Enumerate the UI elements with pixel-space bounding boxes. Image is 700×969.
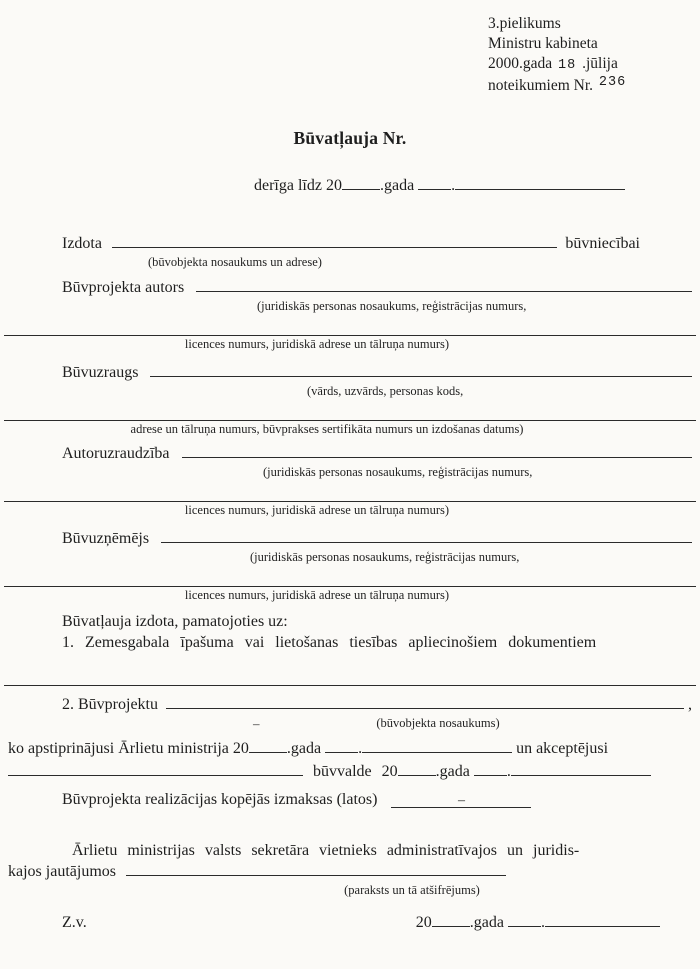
regulation-number-line: [488, 76, 692, 98]
uzraugs-blank: [150, 364, 692, 377]
month-blank: [511, 763, 651, 776]
costs-label: Būvprojekta realizācijas kopējās izmaksas (latos): [62, 791, 378, 808]
typed-regulation-number: 236: [598, 75, 627, 90]
field-caption: (vārds, uzvārds, personas kods,: [307, 384, 464, 398]
gada-text: .gada: [469, 914, 504, 931]
autoruzraudziba-blank: [182, 445, 692, 458]
field-caption: (juridiskās personas nosaukums, reģistrācijas numurs,: [250, 550, 520, 564]
year-prefix-text: 20: [325, 177, 342, 194]
uzraugs-row: [62, 363, 692, 383]
continuation-line: [4, 402, 696, 421]
year-blank: [342, 177, 380, 190]
signatory-title-line-1: Ārlietu ministrijas valsts sekretāra vietnieks administratīvajos un juridis-: [72, 842, 580, 859]
dot-text: .: [541, 914, 545, 931]
dot-text: .: [506, 763, 511, 780]
seal-and-date-row: [62, 913, 660, 933]
buvniecibai-label: būvniecībai: [565, 235, 640, 252]
gada-text: .gada: [379, 177, 415, 194]
day-blank: [325, 740, 358, 753]
autors-row: [62, 278, 692, 298]
buvvalde-name-blank: [8, 763, 303, 776]
field-caption: (būvobjekta nosaukums un adrese): [148, 255, 322, 269]
basis-intro: Būvatļauja izdota, pamatojoties uz:: [62, 613, 288, 630]
continuation-line: [4, 667, 696, 686]
approval-date: [233, 740, 512, 757]
cabinet-line: Ministru kabineta: [488, 35, 598, 52]
regulation-number-label: noteikumiem Nr.: [488, 77, 594, 94]
continuation-line: [4, 317, 696, 336]
issue-date: [416, 913, 660, 933]
autoruzraudziba-label: Autoruzraudzība: [62, 445, 170, 462]
regulation-year-text: 2000.gada: [488, 55, 553, 72]
basis-item-2-row: [62, 695, 692, 715]
month-blank: [362, 740, 512, 753]
signature-blank: [126, 863, 506, 876]
dot-text: .: [358, 740, 363, 757]
year-prefix-text: 20: [415, 914, 432, 931]
valid-until-label: derīga līdz: [254, 177, 322, 194]
uznemejs-label: Būvuzņēmējs: [62, 530, 150, 547]
uzraugs-label: Būvuzraugs: [62, 364, 139, 381]
day-blank: [474, 763, 507, 776]
autors-blank: [196, 279, 692, 292]
buvvalde-row: [8, 762, 692, 782]
field-caption: (paraksts un tā atšifrējums): [344, 883, 480, 897]
year-blank: [249, 740, 287, 753]
stray-mark: –: [253, 716, 260, 731]
year-prefix-text: 20: [232, 740, 249, 757]
field-caption: adrese un tālruņa numurs, būvprakses sertifikāta numurs un izdošanas datums): [130, 422, 524, 436]
approved-suffix-text: un akceptējusi: [516, 740, 609, 757]
izdota-row: [62, 234, 640, 254]
annex-reference-block: [488, 14, 692, 98]
buvvalde-label: būvvalde: [313, 763, 372, 780]
field-caption: (juridiskās personas nosaukums, reģistrācijas numurs,: [257, 299, 527, 313]
costs-blank: [391, 795, 531, 808]
field-caption: (juridiskās personas nosaukums, reģistrācijas numurs,: [263, 465, 533, 479]
gada-text: .gada: [286, 740, 322, 757]
year-blank: [432, 914, 470, 927]
typed-day-number: 18: [558, 58, 577, 73]
signatory-title-line-2: [8, 862, 692, 882]
signatory-title-text: kajos jautājumos: [8, 863, 116, 880]
regulation-date-line: [488, 54, 692, 76]
field-caption: (būvobjekta nosaukums): [376, 716, 500, 730]
continuation-line: [4, 483, 696, 502]
basis-item-1: 1. Zemesgabala īpašuma vai lietošanas tiesības apliecinošiem dokumentiem: [62, 634, 597, 651]
costs-row: [62, 790, 692, 810]
regulation-month-text: .jūlija: [582, 55, 618, 72]
valid-until-date: [326, 177, 625, 194]
stray-mark: –: [457, 793, 465, 808]
approved-by-row: [8, 739, 692, 759]
uznemejs-blank: [161, 530, 692, 543]
buvprojektu-blank: [166, 696, 684, 709]
year-blank: [398, 763, 436, 776]
gada-text: .gada: [435, 763, 470, 780]
document-title: Būvatļauja Nr.: [293, 128, 407, 148]
uznemejs-row: [62, 529, 692, 549]
year-prefix-text: 20: [381, 763, 398, 780]
field-caption: licences numurs, juridiskā adrese un tālruņa numurs): [184, 588, 450, 602]
annex-number-line: 3.pielikums: [488, 15, 561, 32]
day-blank: [418, 177, 451, 190]
field-caption: licences numurs, juridiskā adrese un tālruņa numurs): [184, 337, 450, 351]
field-caption: licences numurs, juridiskā adrese un tālruņa numurs): [184, 503, 450, 517]
dot-text: .: [451, 177, 456, 194]
autors-label: Būvprojekta autors: [62, 279, 185, 296]
continuation-line: [4, 568, 696, 587]
autoruzraudziba-row: [62, 444, 692, 464]
day-blank: [508, 914, 541, 927]
buvprojektu-label: 2. Būvprojektu: [62, 696, 158, 713]
valid-until-row: [254, 176, 692, 196]
buvprojektu-caption-line: [8, 716, 692, 731]
month-blank: [545, 914, 660, 927]
trailing-comma: ,: [688, 696, 692, 713]
izdota-blank: [112, 235, 557, 248]
acceptance-date: [382, 763, 651, 780]
approved-prefix-text: ko apstiprinājusi Ārlietu ministrija: [8, 740, 229, 757]
seal-label: Z.v.: [62, 914, 87, 931]
izdota-label: Izdota: [62, 235, 102, 252]
month-blank: [455, 177, 625, 190]
